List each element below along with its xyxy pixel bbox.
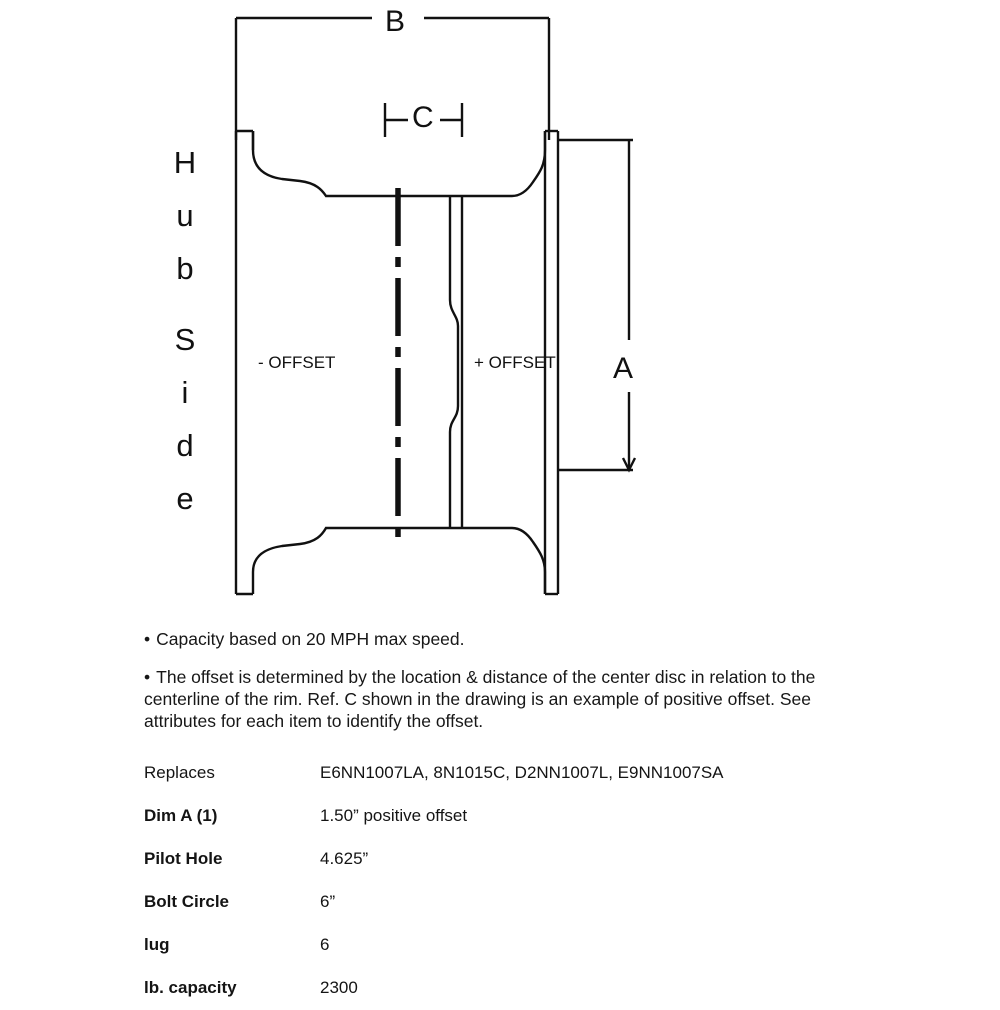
hub-side-char-b: b [176,251,194,286]
table-row [144,881,904,924]
hub-side-char-i: i [181,375,189,410]
spec-value-lug: 6 [320,935,330,954]
negative-offset-label: - OFFSET [258,353,336,372]
note-capacity-text: Capacity based on 20 MPH max speed. [156,629,465,649]
note-offset [144,666,864,732]
spec-value-pilot-hole: 4.625” [320,849,369,868]
spec-label-pilot-hole: Pilot Hole [144,849,223,868]
hub-side-char-s: S [174,322,196,357]
table-row [144,967,904,1010]
hub-side-char-e: e [176,481,194,516]
table-row [144,838,904,881]
note-offset-text: The offset is determined by the location & distance of the center disc in relation to the centerline of the rim. Ref. C shown in the drawing is an example of positive offset. See attributes for each item to identify the offset. [144,667,816,731]
table-row [144,795,904,838]
spec-value-bolt-circle: 6” [320,892,336,911]
dimension-label-a: A [613,352,634,385]
specification-table [144,752,904,1010]
bullet-icon: • [144,629,151,649]
spec-value-replaces: E6NN1007LA, 8N1015C, D2NN1007L, E9NN1007SA [320,763,724,782]
hub-side-char-u: u [176,198,194,233]
hub-side-char-h: H [173,145,197,180]
positive-offset-label: + OFFSET [474,353,556,372]
spec-value-dim-a: 1.50” positive offset [320,806,468,825]
spec-label-replaces: Replaces [144,763,215,782]
bullet-icon: • [144,667,151,687]
table-row [144,752,904,795]
note-capacity [144,628,864,650]
dimension-label-b: B [385,5,406,38]
dimension-label-c: C [412,101,434,134]
spec-label-capacity: lb. capacity [144,978,237,997]
hub-side-space [160,295,210,313]
spec-label-lug: lug [144,935,170,954]
hub-side-label [160,136,210,525]
spec-value-capacity: 2300 [320,978,358,997]
table-row [144,924,904,967]
dimension-a-lines [558,140,635,470]
hub-side-char-d: d [176,428,194,463]
spec-label-bolt-circle: Bolt Circle [144,892,230,911]
spec-label-dim-a: Dim A (1) [144,806,218,825]
center-disc-profile [450,196,462,528]
notes-section [144,628,864,748]
